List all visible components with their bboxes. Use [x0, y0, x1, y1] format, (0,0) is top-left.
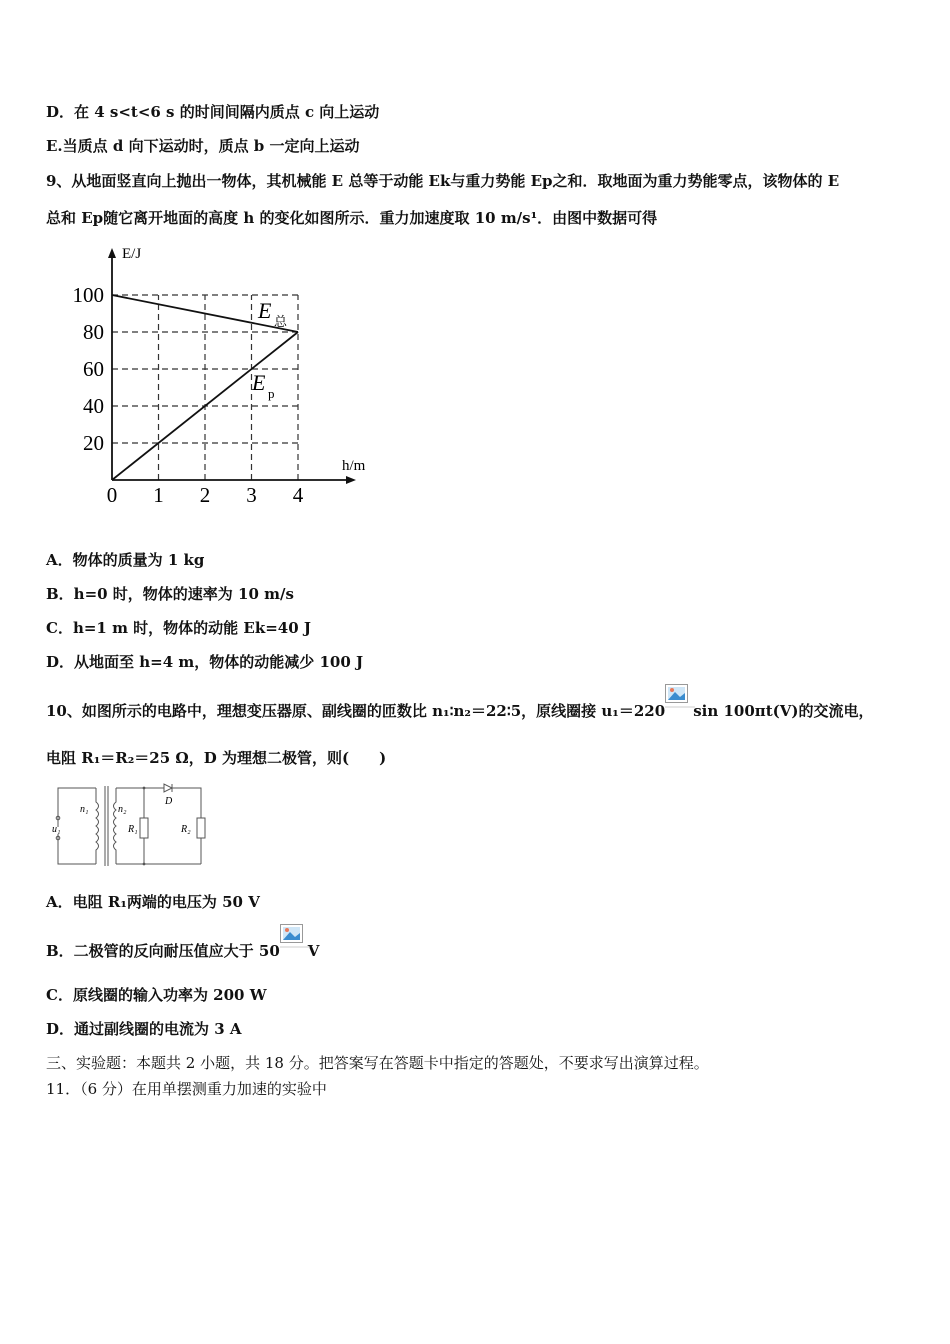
q10-stem-line2: 电阻 R₁＝R₂＝25 Ω，D 为理想二极管，则( ) [46, 749, 387, 767]
q9-stem-line1: 9、从地面竖直向上抛出一物体，其机械能 E 总等于动能 Ek与重力势能 Ep之和．取地面为重力势能零点，该物体的 E [46, 172, 840, 190]
q10-option-b-unit: V [307, 942, 320, 960]
series-label-sub: p [268, 386, 275, 401]
secondary-coil [114, 788, 117, 864]
primary-coil [96, 788, 99, 864]
primary-wire [58, 788, 96, 827]
label-n1: n₁ [80, 804, 89, 815]
q9-option-a: A．物体的质量为 1 kg [46, 551, 205, 569]
q10-stem-line1 [46, 698, 874, 721]
q11-stem: 11．（6 分）在用单摆测重力加速的实验中 [46, 1080, 327, 1098]
y-tick-label: 40 [83, 394, 104, 418]
x-tick-label: 0 [106, 483, 118, 507]
broken-image-icon [665, 698, 693, 720]
y-axis-arrow [108, 248, 116, 258]
series-label: E [258, 298, 272, 323]
section3-heading: 三、实验题：本题共 2 小题，共 18 分。把答案写在答题卡中指定的答题处，不要求写出演算过程。 [46, 1054, 709, 1072]
x-axis-label: h/m [342, 458, 366, 474]
label-n2: n₂ [118, 804, 127, 815]
y-tick-label: 80 [83, 320, 104, 344]
q9-stem-line2: 总和 Ep随它离开地面的高度 h 的变化如图所示．重力加速度取 10 m/s¹．由图中数据可得 [46, 209, 658, 227]
q10-option-c: C．原线圈的输入功率为 200 W [46, 986, 267, 1004]
resistor-r1 [140, 818, 148, 838]
q10-stem-line1-b: sin 100πt(V)的交流电， [693, 702, 874, 720]
y-tick-label: 100 [72, 283, 104, 307]
series-label: E [252, 370, 266, 395]
q10-option-b [46, 938, 319, 961]
energy-height-chart [60, 238, 390, 513]
x-tick-label: 1 [153, 483, 164, 507]
q10-option-a: A．电阻 R₁两端的电压为 50 V [46, 893, 260, 911]
diode-d [164, 784, 172, 792]
transformer-circuit-diagram [48, 782, 213, 870]
primary-wire-bottom [58, 834, 96, 864]
q10-option-b-text: B．二极管的反向耐压值应大于 50 [46, 942, 280, 960]
resistor-r2 [197, 818, 205, 838]
label-u1: u₁ [52, 824, 61, 835]
x-axis-arrow [346, 476, 356, 484]
label-r2: R₂ [181, 824, 191, 835]
q9-option-d: D．从地面至 h=4 m，物体的动能减少 100 J [46, 653, 364, 671]
y-tick-label: 20 [83, 431, 104, 455]
q9-option-c: C．h=1 m 时，物体的动能 Ek=40 J [46, 619, 311, 637]
chart-axes [108, 248, 356, 484]
q9-option-b: B．h=0 时，物体的速率为 10 m/s [46, 585, 294, 603]
q10-stem-line1-a: 10、如图所示的电路中，理想变压器原、副线圈的匝数比 n₁∶n₂＝22∶5，原线圈接 u₁＝220 [46, 702, 666, 720]
q8-option-e: E.当质点 d 向下运动时，质点 b 一定向上运动 [46, 137, 360, 155]
y-axis-label: E/J [122, 246, 142, 262]
broken-image-icon [280, 938, 308, 960]
q10-option-d: D．通过副线圈的电流为 3 A [46, 1020, 242, 1038]
label-r1: R₁ [128, 824, 138, 835]
x-tick-label: 2 [199, 483, 211, 507]
x-tick-label: 3 [246, 483, 257, 507]
x-tick-label: 4 [292, 483, 304, 507]
label-d: D [165, 796, 173, 807]
series-label-sub: 总 [274, 314, 288, 329]
q8-option-d: D．在 4 s<t<6 s 的时间间隔内质点 c 向上运动 [46, 103, 380, 121]
chart-labels [73, 246, 366, 507]
y-tick-label: 60 [83, 357, 104, 381]
